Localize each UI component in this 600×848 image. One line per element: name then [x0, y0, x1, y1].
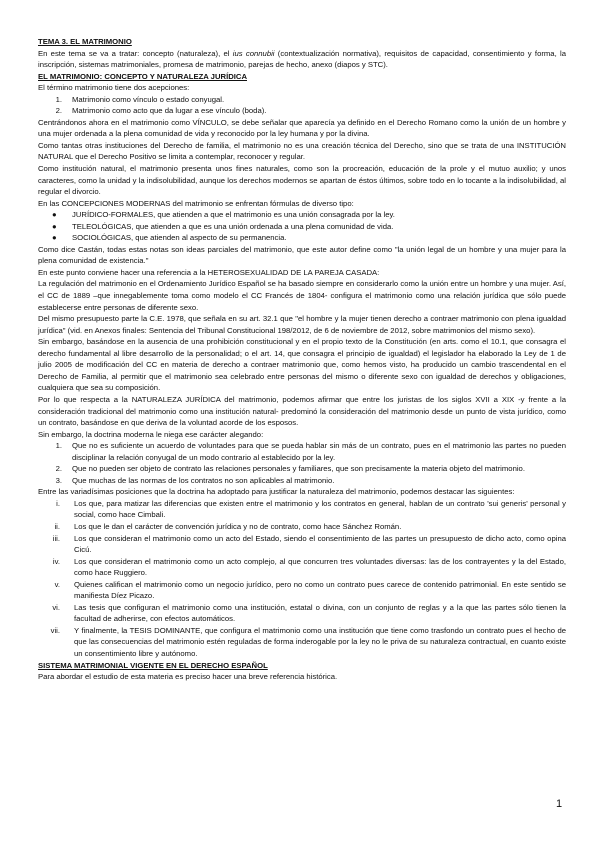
- list-number: iv.: [52, 556, 60, 566]
- paragraph: El término matrimonio tiene dos acepciones:: [38, 83, 190, 93]
- list-text: Los que consideran el matrimonio como un acto complejo, al que concurren tres voluntades diversas: las de los contrayentes y la del Estado, como hace Ruggiero.: [74, 556, 566, 578]
- list-number: vii.: [50, 625, 60, 635]
- bullet-icon: ●: [52, 233, 57, 243]
- paragraph: Del mismo presupuesto parte la C.E. 1978, que señala en su art. 32.1 que "el hombre y la mujer tienen derecho a contraer matrimonio con plena igualdad jurídica" (vid. en Anexos finales: Sentencia del Tribunal Constitucional 198/2012, de 6 de noviembre de 2012, sobre matrimonios del mismo sexo).: [38, 314, 566, 335]
- paragraph: Como dice Castán, todas estas notas son ideas parciales del matrimonio, que este autor define como "la unión legal de un hombre y una mujer para la plena comunidad de existencia.": [38, 244, 566, 266]
- list-item: [38, 232, 566, 244]
- list-number: iii.: [52, 533, 60, 543]
- list-text: Matrimonio como acto que da lugar a ese vínculo (boda).: [72, 106, 267, 116]
- list-item: [38, 521, 566, 533]
- list-number: ii.: [54, 521, 60, 531]
- list-text: Matrimonio como vínculo o estado conyugal.: [72, 94, 225, 104]
- list-number: i.: [56, 498, 60, 508]
- list-number: 3.: [55, 475, 62, 485]
- list-text: Quienes califican el matrimonio como un negocio jurídico, pero no como un contrato pues carece de contenido patrimonial. En este sentido se manifiesta Díez Picazo.: [74, 579, 566, 601]
- list-text: Y finalmente, la TESIS DOMINANTE, que configura el matrimonio como una institución que tiene como trasfondo un contrato pues el hecho de que las consecuencias del matrimonio estén reguladas de forma inderogable por la ley no le priva de su naturaleza contractual, en cuanto existe un consentimiento libre y autónomo.: [74, 625, 566, 658]
- posiciones-list: [38, 498, 566, 660]
- list-item: [38, 94, 566, 106]
- bullet-icon: ●: [52, 221, 57, 231]
- paragraph: Como tantas otras instituciones del Derecho de familia, el matrimonio no es una creación técnica del Derecho, sino que se trata de una INSTITUCIÓN NATURAL que el Derecho Positivo se limita a contemplar, reconocer y regular.: [38, 140, 566, 162]
- paragraph: Entre las variadísimas posiciones que la doctrina ha adoptado para justificar la naturaleza del matrimonio, podemos destacar las siguientes:: [38, 487, 515, 497]
- list-number: v.: [54, 579, 60, 589]
- page-number: 1: [556, 798, 563, 810]
- paragraph: En las CONCEPCIONES MODERNAS del matrimonio se enfrentan fórmulas de diverso tipo:: [38, 198, 354, 208]
- list-text: TELEOLÓGICAS, que atienden a que es una unión ordenada a una plena comunidad de vida.: [72, 221, 394, 231]
- paragraph: En este punto conviene hacer una referencia a la HETEROSEXUALIDAD DE LA PAREJA CASADA:: [38, 267, 380, 277]
- document-title: TEMA 3. EL MATRIMONIO: [38, 37, 132, 46]
- section-heading: EL MATRIMONIO: CONCEPTO Y NATURALEZA JURÍDICA: [38, 71, 247, 81]
- list-number: 2.: [55, 464, 62, 474]
- list-item: [38, 498, 566, 521]
- list-item: [38, 209, 566, 221]
- paragraph: Como institución natural, el matrimonio presenta unos fines naturales, como son la procreación, educación de la prole y el mutuo auxilio; y unos caracteres, como la unidad y la indisolubilidad, aunque los derechos modernos se apartan de éstos últimos, sobre todo en lo tocante a la indisolubilidad, al regular el divorcio.: [38, 164, 566, 197]
- list-text: Los que le dan el carácter de convención jurídica y no de contrato, como hace Sánchez Román.: [74, 521, 402, 531]
- list-item: [38, 105, 566, 117]
- list-text: JURÍDICO-FORMALES, que atienden a que el matrimonio es una unión consagrada por la ley.: [72, 210, 395, 220]
- intro-paragraph: [38, 48, 566, 71]
- list-item: [38, 579, 566, 602]
- list-text: Los que consideran el matrimonio como un acto del Estado, siendo el consentimiento de las partes un presupuesto de dicho acto, como opina Cicú.: [74, 533, 566, 555]
- concepciones-list: [38, 209, 566, 244]
- paragraph: Por lo que respecta a la NATURALEZA JURÍDICA del matrimonio, podemos afirmar que entre los juristas de los siglos XVII a XIX -y frente a la consideración tradicional del matrimonio como una institución natural- predominó la consideración del matrimonio desde un punto de vista jurídico, como un contrato, basándose en que deriva de la voluntad acorde de los esposos.: [38, 394, 566, 428]
- list-item: [38, 463, 566, 475]
- list-number: 1.: [55, 441, 62, 451]
- list-number: 2.: [55, 106, 62, 116]
- list-item: [38, 533, 566, 556]
- acepciones-list: [38, 94, 566, 117]
- list-item: [38, 475, 566, 487]
- intro-italic-term: ius connubii: [232, 48, 275, 58]
- list-number: vi.: [52, 602, 60, 612]
- intro-text: En este tema se va a tratar: concepto (naturaleza), el: [38, 48, 233, 58]
- list-number: 1.: [55, 94, 62, 104]
- list-text: Que no es suficiente un acuerdo de voluntades para que se pueda hablar sin más de un contrato, pues en el matrimonio las partes no pueden disciplinar la relación conyugal de un modo contrario al establecido por la ley.: [72, 441, 566, 462]
- section-heading: SISTEMA MATRIMONIAL VIGENTE EN EL DERECHO ESPAÑOL: [38, 660, 268, 670]
- intro-text-end: (contextualización normativa), requisitos de capacidad, consentimiento y forma, la inscripción, sistemas matrimoniales, promesa de matrimonio, parejas de hecho, anexo (diapos y STC).: [38, 48, 566, 70]
- bullet-icon: ●: [52, 210, 57, 220]
- paragraph: Para abordar el estudio de esta materia es preciso hacer una breve referencia histórica.: [38, 672, 338, 682]
- alegaciones-list: [38, 440, 566, 486]
- list-item: [38, 221, 566, 233]
- paragraph: Sin embargo, la doctrina moderna le niega ese carácter alegando:: [38, 429, 264, 439]
- list-item: [38, 556, 566, 579]
- list-item: [38, 625, 566, 660]
- list-text: Que muchas de las normas de los contratos no son aplicables al matrimonio.: [72, 475, 335, 485]
- paragraph: Sin embargo, basándose en la ausencia de una prohibición constitucional y en el propio texto de la Constitución (en arts. como el 10.1, que consagra el derecho fundamental al libre desarrollo de la personalidad; o el art. 14, que consagra el principio de igualdad) el legislador ha elaborado la Ley de 1 de julio 2005 de modificación del CC en materia de derecho a contraer matrimonio que, como hemos visto, ha producido un cambio trascendental en el Derecho de Familia, al permitir que el matrimonio sea celebrado entre personas del mismo o diferente sexo con igualdad de derechos y obligaciones, cualquiera que sea su composición.: [38, 337, 566, 393]
- list-text: SOCIOLÓGICAS, que atienden al aspecto de su permanencia.: [72, 233, 287, 243]
- paragraph: La regulación del matrimonio en el Ordenamiento Jurídico Español se ha basado siempre en considerarlo como la unión entre un hombre y una mujer. Así, el CC de 1889 –que innegablemente toma como modelo el CC Francés de 1804- configura el matrimonio como una relación jurídica que sólo puede establecerse entre personas de diferente sexo.: [38, 279, 566, 312]
- list-text: Las tesis que configuran el matrimonio como una institución, estatal o divina, con un conjunto de reglas y a la que las partes sólo tienen la facultad de adherirse, con efectos automáticos.: [74, 602, 566, 624]
- list-item: [38, 602, 566, 625]
- document-page: [38, 36, 566, 683]
- list-text: Que no pueden ser objeto de contrato las relaciones personales y familiares, que son precisamente la materia objeto del matrimonio.: [72, 464, 525, 474]
- paragraph: Centrándonos ahora en el matrimonio como VÍNCULO, se debe señalar que aparecía ya definido en el Derecho Romano como la unión de un hombre y una mujer ordenada a la plena comunidad de vida y reconocido por la ley humana y por la divina.: [38, 117, 566, 139]
- list-text: Los que, para matizar las diferencias que existen entre el matrimonio y los contratos en general, hablan de un contrato 'sui generis' personal y social, como hace Cimbali.: [74, 498, 566, 520]
- list-item: [38, 440, 566, 463]
